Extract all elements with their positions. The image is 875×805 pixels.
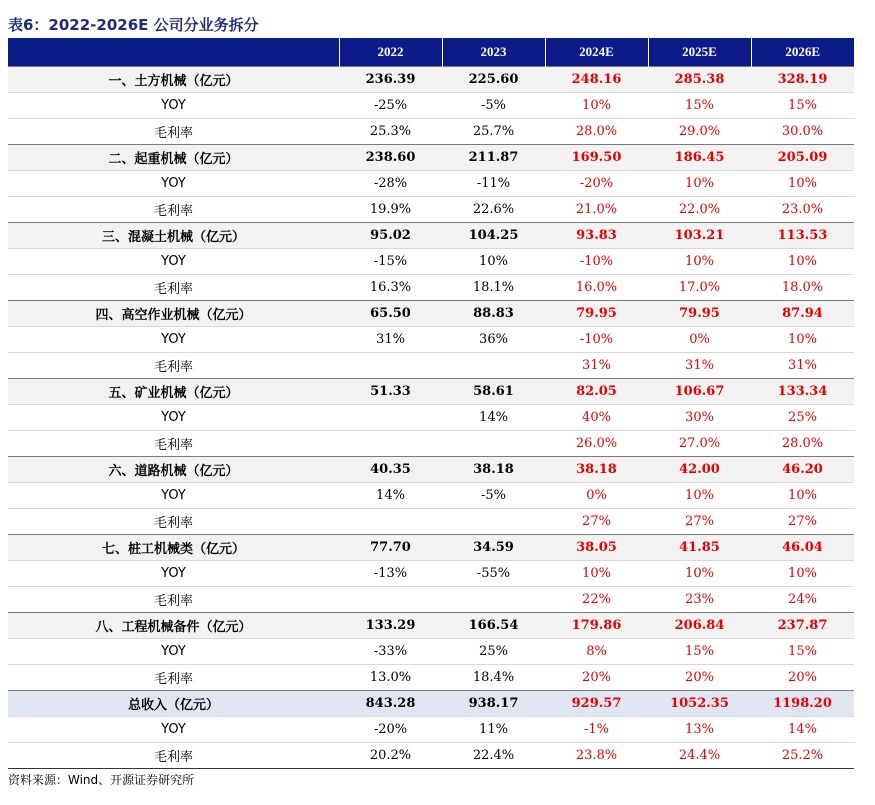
value-cell: 41.85	[648, 535, 751, 561]
value-cell: 22.4%	[442, 743, 545, 769]
value-cell: 79.95	[545, 301, 648, 327]
value-cell: 285.38	[648, 67, 751, 93]
value-cell: 20.2%	[339, 743, 442, 769]
value-cell: -1%	[545, 717, 648, 743]
value-cell: 10%	[648, 561, 751, 587]
value-cell: 10%	[648, 171, 751, 197]
row-label: YOY	[8, 93, 339, 119]
segment-row	[8, 379, 854, 405]
value-cell: 82.05	[545, 379, 648, 405]
value-cell: -11%	[442, 171, 545, 197]
value-cell: 27%	[545, 509, 648, 535]
value-cell: 22%	[545, 587, 648, 613]
metric-row	[8, 119, 854, 145]
metric-row	[8, 717, 854, 743]
value-cell: 30.0%	[751, 119, 854, 145]
row-label: YOY	[8, 717, 339, 743]
value-cell: 225.60	[442, 67, 545, 93]
value-cell: 25.3%	[339, 119, 442, 145]
value-cell: 93.83	[545, 223, 648, 249]
value-cell: 133.29	[339, 613, 442, 639]
value-cell: 238.60	[339, 145, 442, 171]
header-cell-2022: 2022	[339, 38, 442, 67]
value-cell: 14%	[442, 405, 545, 431]
value-cell: 16.0%	[545, 275, 648, 301]
value-cell: 21.0%	[545, 197, 648, 223]
value-cell	[442, 431, 545, 457]
value-cell: 40%	[545, 405, 648, 431]
segment-row	[8, 301, 854, 327]
metric-row	[8, 171, 854, 197]
value-cell: -5%	[442, 93, 545, 119]
value-cell: 15%	[751, 93, 854, 119]
value-cell	[339, 587, 442, 613]
value-cell: 38.18	[442, 457, 545, 483]
value-cell: 58.61	[442, 379, 545, 405]
value-cell: 10%	[442, 249, 545, 275]
value-cell: 11%	[442, 717, 545, 743]
value-cell: 23%	[648, 587, 751, 613]
value-cell: -15%	[339, 249, 442, 275]
value-cell: 23.0%	[751, 197, 854, 223]
value-cell: 27.0%	[648, 431, 751, 457]
value-cell: 10%	[751, 249, 854, 275]
row-label: 毛利率	[8, 275, 339, 301]
value-cell: 938.17	[442, 691, 545, 717]
value-cell: 20%	[751, 665, 854, 691]
value-cell: 34.59	[442, 535, 545, 561]
value-cell: 236.39	[339, 67, 442, 93]
value-cell: 25%	[751, 405, 854, 431]
value-cell: 10%	[648, 249, 751, 275]
row-label: YOY	[8, 483, 339, 509]
value-cell: 25.7%	[442, 119, 545, 145]
value-cell: 10%	[751, 483, 854, 509]
row-label: YOY	[8, 405, 339, 431]
value-cell: 42.00	[648, 457, 751, 483]
value-cell: 20%	[648, 665, 751, 691]
value-cell	[339, 353, 442, 379]
value-cell: -28%	[339, 171, 442, 197]
row-label: 毛利率	[8, 743, 339, 769]
value-cell: 15%	[751, 639, 854, 665]
value-cell: -10%	[545, 249, 648, 275]
value-cell: 31%	[648, 353, 751, 379]
row-label: 五、矿业机械（亿元）	[8, 379, 339, 405]
value-cell: 14%	[339, 483, 442, 509]
value-cell: 51.33	[339, 379, 442, 405]
metric-row	[8, 431, 854, 457]
row-label: 七、桩工机械类（亿元）	[8, 535, 339, 561]
value-cell: 79.95	[648, 301, 751, 327]
value-cell: -20%	[339, 717, 442, 743]
metric-row	[8, 665, 854, 691]
value-cell: 88.83	[442, 301, 545, 327]
value-cell: 10%	[751, 171, 854, 197]
value-cell: -13%	[339, 561, 442, 587]
row-label: 四、高空作业机械（亿元）	[8, 301, 339, 327]
value-cell: -10%	[545, 327, 648, 353]
metric-row	[8, 509, 854, 535]
value-cell: -5%	[442, 483, 545, 509]
value-cell: 103.21	[648, 223, 751, 249]
value-cell: 95.02	[339, 223, 442, 249]
row-label: YOY	[8, 327, 339, 353]
value-cell: 77.70	[339, 535, 442, 561]
metric-row	[8, 587, 854, 613]
value-cell: 8%	[545, 639, 648, 665]
value-cell: 206.84	[648, 613, 751, 639]
value-cell: 28.0%	[545, 119, 648, 145]
value-cell: 10%	[751, 327, 854, 353]
segment-row	[8, 67, 854, 93]
table-body	[8, 67, 854, 769]
value-cell: 38.18	[545, 457, 648, 483]
row-label: 毛利率	[8, 119, 339, 145]
value-cell: 20%	[545, 665, 648, 691]
value-cell: 179.86	[545, 613, 648, 639]
value-cell: 10%	[648, 483, 751, 509]
header-cell-2026e: 2026E	[751, 38, 854, 67]
segment-row	[8, 457, 854, 483]
value-cell: 1052.35	[648, 691, 751, 717]
value-cell	[339, 405, 442, 431]
row-label: 六、道路机械（亿元）	[8, 457, 339, 483]
row-label: 二、起重机械（亿元）	[8, 145, 339, 171]
value-cell: 31%	[339, 327, 442, 353]
metric-row	[8, 275, 854, 301]
metric-row	[8, 353, 854, 379]
value-cell: 1198.20	[751, 691, 854, 717]
row-label: 毛利率	[8, 587, 339, 613]
value-cell: -55%	[442, 561, 545, 587]
metric-row	[8, 405, 854, 431]
value-cell: 18.0%	[751, 275, 854, 301]
value-cell: 237.87	[751, 613, 854, 639]
value-cell: 328.19	[751, 67, 854, 93]
value-cell: 15%	[648, 93, 751, 119]
value-cell: 205.09	[751, 145, 854, 171]
metric-row	[8, 249, 854, 275]
value-cell	[442, 509, 545, 535]
value-cell: 18.4%	[442, 665, 545, 691]
value-cell: 13%	[648, 717, 751, 743]
value-cell: 169.50	[545, 145, 648, 171]
value-cell: 24%	[751, 587, 854, 613]
header-row	[8, 38, 854, 67]
value-cell: 113.53	[751, 223, 854, 249]
value-cell	[442, 353, 545, 379]
segment-breakdown-table	[8, 38, 854, 769]
metric-row	[8, 197, 854, 223]
total-row	[8, 691, 854, 717]
row-label: 毛利率	[8, 665, 339, 691]
value-cell: 29.0%	[648, 119, 751, 145]
value-cell: 46.20	[751, 457, 854, 483]
value-cell: 24.4%	[648, 743, 751, 769]
segment-row	[8, 145, 854, 171]
metric-row	[8, 743, 854, 769]
value-cell: -20%	[545, 171, 648, 197]
value-cell	[339, 431, 442, 457]
value-cell: 19.9%	[339, 197, 442, 223]
value-cell: 23.8%	[545, 743, 648, 769]
value-cell: 0%	[648, 327, 751, 353]
row-label: 毛利率	[8, 197, 339, 223]
row-label: YOY	[8, 249, 339, 275]
row-label: 一、土方机械（亿元）	[8, 67, 339, 93]
value-cell: -33%	[339, 639, 442, 665]
value-cell: 25%	[442, 639, 545, 665]
value-cell: 31%	[751, 353, 854, 379]
value-cell: 31%	[545, 353, 648, 379]
value-cell: 18.1%	[442, 275, 545, 301]
value-cell: 14%	[751, 717, 854, 743]
row-label: 毛利率	[8, 509, 339, 535]
row-label: 三、混凝土机械（亿元）	[8, 223, 339, 249]
value-cell: 27%	[751, 509, 854, 535]
value-cell: 133.34	[751, 379, 854, 405]
table-title: 表6：2022-2026E 公司分业务拆分	[8, 16, 259, 34]
value-cell: 26.0%	[545, 431, 648, 457]
value-cell: 106.67	[648, 379, 751, 405]
header-cell-2025e: 2025E	[648, 38, 751, 67]
row-label: 总收入（亿元）	[8, 691, 339, 717]
metric-row	[8, 327, 854, 353]
value-cell: 15%	[648, 639, 751, 665]
header-cell-2024e: 2024E	[545, 38, 648, 67]
segment-row	[8, 223, 854, 249]
row-label: YOY	[8, 639, 339, 665]
value-cell: 25.2%	[751, 743, 854, 769]
value-cell: 16.3%	[339, 275, 442, 301]
value-cell: 104.25	[442, 223, 545, 249]
value-cell: 46.04	[751, 535, 854, 561]
value-cell: 10%	[751, 561, 854, 587]
value-cell: 186.45	[648, 145, 751, 171]
metric-row	[8, 93, 854, 119]
value-cell: 36%	[442, 327, 545, 353]
row-label: 八、工程机械备件（亿元）	[8, 613, 339, 639]
value-cell: 22.0%	[648, 197, 751, 223]
source-note: 资料来源：Wind、开源证券研究所	[8, 773, 195, 787]
value-cell: 10%	[545, 93, 648, 119]
segment-row	[8, 535, 854, 561]
value-cell: 211.87	[442, 145, 545, 171]
value-cell: 929.57	[545, 691, 648, 717]
metric-row	[8, 561, 854, 587]
value-cell: 843.28	[339, 691, 442, 717]
header-cell-label	[8, 38, 339, 67]
value-cell: 40.35	[339, 457, 442, 483]
value-cell: 166.54	[442, 613, 545, 639]
value-cell: 13.0%	[339, 665, 442, 691]
value-cell: 248.16	[545, 67, 648, 93]
row-label: YOY	[8, 561, 339, 587]
row-label: 毛利率	[8, 353, 339, 379]
row-label: YOY	[8, 171, 339, 197]
segment-row	[8, 613, 854, 639]
value-cell: 22.6%	[442, 197, 545, 223]
value-cell	[339, 509, 442, 535]
value-cell: 10%	[545, 561, 648, 587]
value-cell: 30%	[648, 405, 751, 431]
value-cell: 17.0%	[648, 275, 751, 301]
value-cell: -25%	[339, 93, 442, 119]
header-cell-2023: 2023	[442, 38, 545, 67]
value-cell: 87.94	[751, 301, 854, 327]
row-label: 毛利率	[8, 431, 339, 457]
metric-row	[8, 483, 854, 509]
value-cell: 65.50	[339, 301, 442, 327]
value-cell	[442, 587, 545, 613]
value-cell: 28.0%	[751, 431, 854, 457]
value-cell: 0%	[545, 483, 648, 509]
metric-row	[8, 639, 854, 665]
value-cell: 27%	[648, 509, 751, 535]
value-cell: 38.05	[545, 535, 648, 561]
